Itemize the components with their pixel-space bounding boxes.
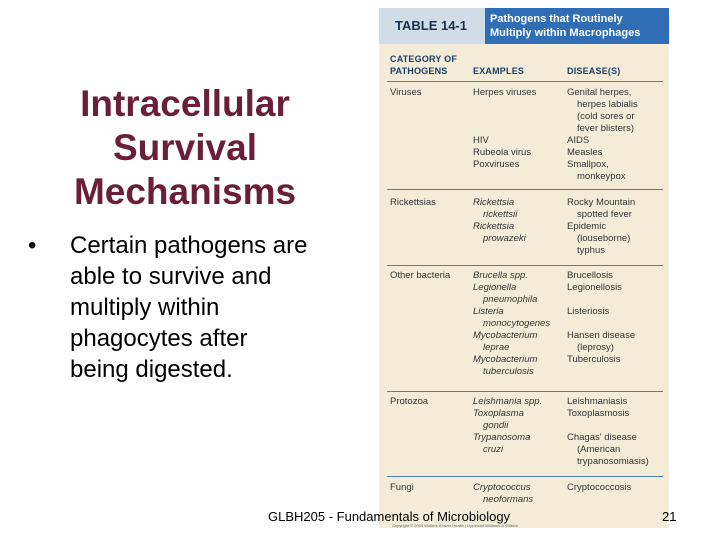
page-number: 21 [662, 509, 677, 524]
example-line: Rubeola virus [473, 147, 532, 158]
example-line: neoformans [483, 494, 534, 505]
example-line: Trypanosoma [473, 432, 531, 443]
title-line: Intracellular [80, 83, 290, 124]
spacer [473, 99, 536, 135]
column-header-diseases: DISEASE(S) [567, 66, 621, 76]
example-line: leprae [483, 342, 510, 353]
disease-line: Brucellosis [567, 270, 613, 281]
example-line: rickettsii [483, 209, 518, 220]
table-description-line: Pathogens that Routinely [490, 13, 623, 25]
category-rickettsias: Rickettsias [390, 197, 436, 208]
disease-line: Hansen disease [567, 330, 636, 341]
example-line: monocytogenes [483, 318, 551, 329]
disease-line: Toxoplasmosis [567, 408, 630, 419]
disease-line: monkeypox [577, 171, 626, 182]
example-line: tuberculosis [483, 366, 534, 377]
column-header-line: PATHOGENS [390, 66, 448, 76]
examples-fungi [473, 482, 533, 506]
title-line: Mechanisms [73, 171, 297, 212]
disease-line: typhus [577, 245, 605, 256]
category-other-bacteria: Other bacteria [390, 270, 451, 281]
bullet-line: able to survive and [70, 263, 272, 290]
disease-line: spotted fever [577, 209, 632, 220]
example-line: Brucella spp. [473, 270, 528, 281]
column-header-line: CATEGORY OF [390, 54, 458, 64]
disease-line: herpes labialis [577, 99, 638, 110]
slide-footer: GLBH205 - Fundamentals of Microbiology [268, 509, 511, 524]
table-description [485, 8, 669, 44]
spacer [567, 294, 635, 306]
category-viruses: Viruses [390, 87, 422, 98]
disease-line: (cold sores or [577, 111, 635, 122]
category-fungi: Fungi [390, 482, 414, 493]
example-line: gondii [483, 420, 509, 431]
disease-line: Chagas' disease [567, 432, 637, 443]
example-line: Mycobacterium [473, 330, 538, 341]
diseases-protozoa [567, 396, 649, 468]
example-line: prowazeki [483, 233, 526, 244]
disease-line: fever blisters) [577, 123, 635, 134]
disease-line: Leishmaniasis [567, 396, 628, 407]
examples-other-bacteria [473, 270, 550, 378]
disease-line: Legionellosis [567, 282, 622, 293]
table-label: TABLE 14-1 [379, 8, 485, 44]
examples-viruses [473, 87, 536, 171]
category-protozoa: Protozoa [390, 396, 429, 407]
diseases-fungi [567, 482, 631, 494]
disease-line: Tuberculosis [567, 354, 621, 365]
example-line: pneumophila [483, 294, 538, 305]
example-line: Toxoplasma [473, 408, 524, 419]
bullet-line: multiply within [70, 294, 220, 321]
column-header-category [390, 53, 457, 77]
table-header-bar [379, 8, 669, 44]
bullet-line: phagocytes after [70, 325, 248, 352]
bullet-line: Certain pathogens are [70, 232, 308, 259]
disease-line: Genital herpes, [567, 87, 632, 98]
example-line: HIV [473, 135, 489, 146]
example-line: Poxviruses [473, 159, 520, 170]
disease-line: (leprosy) [577, 342, 614, 353]
spacer [567, 318, 635, 330]
column-header-examples: EXAMPLES [473, 66, 525, 76]
bullet-text [70, 230, 370, 385]
disease-line: Cryptococcosis [567, 482, 632, 493]
disease-line: AIDS [567, 135, 590, 146]
bullet-line: being digested. [70, 356, 233, 383]
row-divider [387, 189, 663, 190]
example-line: cruzi [483, 444, 504, 455]
example-line: Mycobacterium [473, 354, 538, 365]
diseases-rickettsias [567, 197, 635, 257]
disease-line: Measles [567, 147, 603, 158]
disease-line: Smallpox, [567, 159, 609, 170]
disease-line: (louseborne) [577, 233, 631, 244]
examples-protozoa [473, 396, 542, 456]
disease-line: Listeriosis [567, 306, 610, 317]
example-line: Rickettsia [473, 221, 515, 232]
example-line: Cryptococcus [473, 482, 531, 493]
row-divider [387, 476, 663, 477]
disease-line: (American [577, 444, 621, 455]
row-divider [387, 391, 663, 392]
disease-line: Rocky Mountain [567, 197, 636, 208]
example-line: Listeria [473, 306, 504, 317]
copyright-text: Copyright © 2009 Wolters Kluwer Health | Lippincott Williams & Wilkins [392, 523, 518, 528]
example-line: Leishmania spp. [473, 396, 543, 407]
diseases-other-bacteria [567, 270, 635, 366]
disease-line: trypanosomiasis) [577, 456, 649, 467]
row-divider [387, 265, 663, 266]
spacer [567, 420, 649, 432]
title-line: Survival [113, 127, 257, 168]
examples-rickettsias [473, 197, 526, 245]
slide-title [60, 82, 310, 214]
disease-line: Epidemic [567, 221, 607, 232]
example-line: Rickettsia [473, 197, 515, 208]
table-description-line: Multiply within Macrophages [490, 27, 641, 39]
bullet-marker: • [28, 232, 37, 259]
row-divider [387, 81, 663, 82]
diseases-viruses [567, 87, 638, 183]
pathogen-table [379, 8, 669, 528]
example-line: Legionella [473, 282, 517, 293]
example-line: Herpes viruses [473, 87, 537, 98]
